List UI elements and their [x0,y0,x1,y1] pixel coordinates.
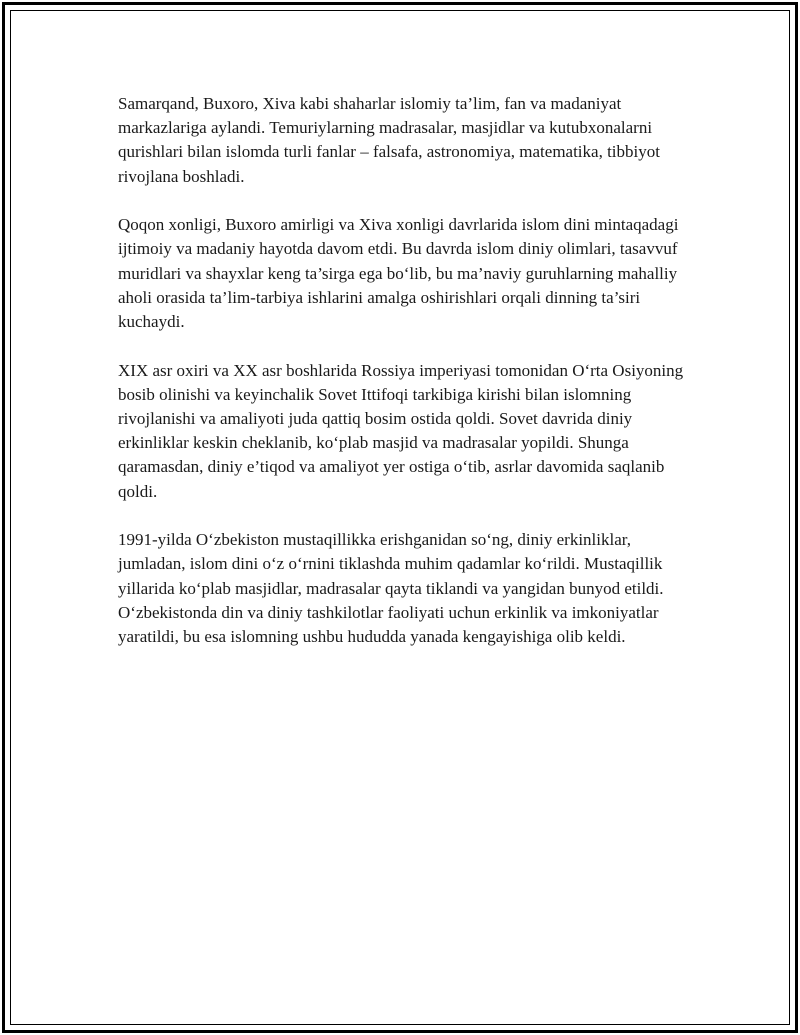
paragraph-2: Qoqon xonligi, Buxoro amirligi va Xiva xonligi davrlarida islom dini mintaqadagi ijtimoiy va madaniy hayotda davom etdi. Bu davrda islom diniy olimlari, tasavvuf muridlari va shayxlar keng ta’sirga ega bo‘lib, bu ma’naviy guruhlarning mahalliy aholi orasida ta’lim-tarbiya ishlarini amalga oshirishlari orqali dinning ta’siri kuchaydi. [118,215,679,332]
paragraph-4: 1991-yilda O‘zbekiston mustaqillikka erishganidan so‘ng, diniy erkinliklar, jumladan, islom dini o‘z o‘rnini tiklashda muhim qadamlar ko‘rildi. Mustaqillik yillarida ko‘plab masjidlar, madrasalar qayta tiklandi va yangidan bunyod etildi. O‘zbekistonda din va diniy tashkilotlar faoliyati uchun erkinlik va imkoniyatlar yaratildi, bu esa islomning ushbu hududda yanada kengayishiga olib keldi. [118,530,664,647]
paragraph-1: Samarqand, Buxoro, Xiva kabi shaharlar islomiy ta’lim, fan va madaniyat markazlariga aylandi. Temuriylarning madrasalar, masjidlar va kutubxonalarni qurishlari bilan islomda turli fanlar – falsafa, astronomiya, matematika, tibbiyot rivojlana boshladi. [118,94,660,186]
paragraph-3: XIX asr oxiri va XX asr boshlarida Rossiya imperiyasi tomonidan O‘rta Osiyoning bosib olinishi va keyinchalik Sovet Ittifoqi tarkibiga kirishi bilan islomning rivojlanishi va amaliyoti juda qattiq bosim ostida qoldi. Sovet davrida diniy erkinliklar keskin cheklanib, ko‘plab masjid va madrasalar yopildi. Shunga qaramasdan, diniy e’tiqod va amaliyot yer ostiga o‘tib, asrlar davomida saqlanib qoldi. [118,360,684,501]
document-body [118,92,688,674]
